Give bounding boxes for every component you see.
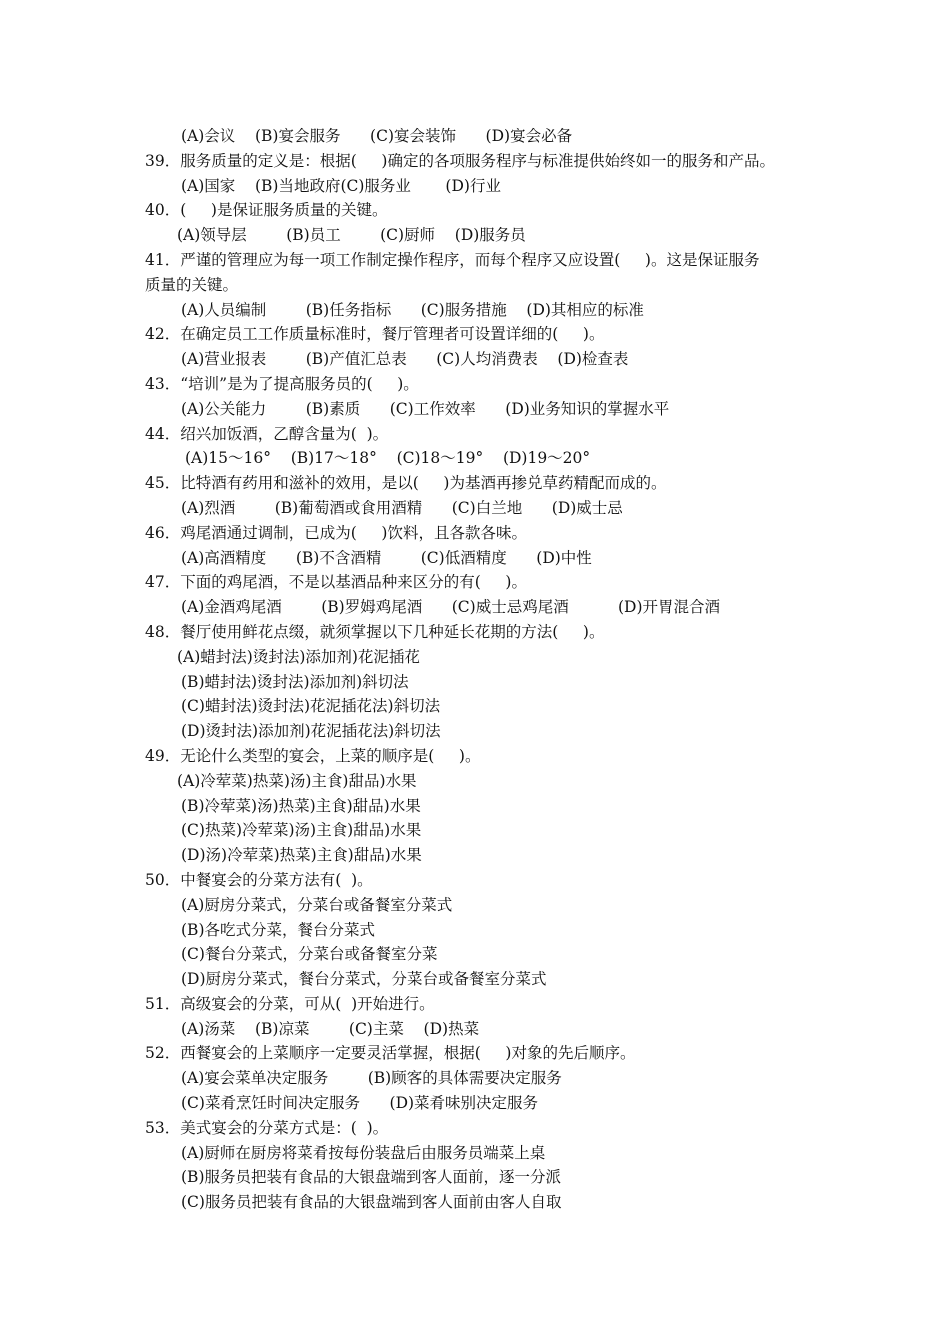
option-line: (D)汤)冷荤菜)热菜)主食)甜品)水果 bbox=[181, 846, 422, 865]
question-line: 46．鸡尾酒通过调制，已成为( )饮料，且各款各味。 bbox=[145, 523, 527, 542]
option-line: (D)厨房分菜式，餐台分菜式，分菜台或备餐室分菜式 bbox=[181, 970, 547, 989]
option-line: (C)蜡封法)烫封法)花泥插花法)斜切法 bbox=[181, 697, 441, 716]
option-line: (C)热菜)冷荤菜)汤)主食)甜品)水果 bbox=[181, 821, 422, 840]
option-line: (A)厨房分菜式，分菜台或备餐室分菜式 bbox=[181, 895, 453, 914]
option-line: (A)冷荤菜)热菜)汤)主食)甜品)水果 bbox=[177, 771, 417, 790]
question-continuation-line: 质量的关键。 bbox=[145, 275, 239, 294]
question-line: 40．( )是保证服务质量的关键。 bbox=[145, 201, 388, 220]
option-line: (B)服务员把装有食品的大银盘端到客人面前，逐一分派 bbox=[181, 1168, 561, 1187]
option-line: (B)各吃式分菜，餐台分菜式 bbox=[181, 920, 375, 939]
option-line: (A)蜡封法)烫封法)添加剂)花泥插花 bbox=[177, 647, 420, 666]
option-line: (A)厨师在厨房将菜肴按每份装盘后由服务员端菜上桌 bbox=[181, 1143, 546, 1162]
option-line: (A)金酒鸡尾酒 (B)罗姆鸡尾酒 (C)威士忌鸡尾酒 (D)开胃混合酒 bbox=[181, 598, 720, 617]
exam-questions-text bbox=[145, 124, 825, 1215]
question-line: 47．下面的鸡尾酒，不是以基酒品种来区分的有( )。 bbox=[145, 573, 527, 592]
option-line: (A)15～16° (B)17～18° (C)18～19° (D)19～20° bbox=[185, 449, 591, 468]
option-line: (C)服务员把装有食品的大银盘端到客人面前由客人自取 bbox=[181, 1193, 562, 1212]
option-line: (B)冷荤菜)汤)热菜)主食)甜品)水果 bbox=[181, 796, 421, 815]
option-line: (B)蜡封法)烫封法)添加剂)斜切法 bbox=[181, 672, 409, 691]
option-line: (A)宴会菜单决定服务 (B)顾客的具体需要决定服务 bbox=[181, 1069, 562, 1088]
option-line: (C)餐台分菜式，分菜台或备餐室分菜 bbox=[181, 945, 438, 964]
option-line: (A)烈酒 (B)葡萄酒或食用酒精 (C)白兰地 (D)威士忌 bbox=[181, 498, 623, 517]
question-line: 41．严谨的管理应为每一项工作制定操作程序，而每个程序又应设置( )。这是保证服务 bbox=[145, 250, 760, 269]
option-line: (A)营业报表 (B)产值汇总表 (C)人均消费表 (D)检查表 bbox=[181, 350, 629, 369]
question-line: 48．餐厅使用鲜花点缀，就须掌握以下几种延长花期的方法( )。 bbox=[145, 622, 605, 641]
question-line: 53．美式宴会的分菜方式是：( )。 bbox=[145, 1118, 389, 1137]
option-line: (D)烫封法)添加剂)花泥插花法)斜切法 bbox=[181, 722, 441, 741]
question-line: 49．无论什么类型的宴会，上菜的顺序是( )。 bbox=[145, 746, 481, 765]
option-line: (A)国家 (B)当地政府(C)服务业 (D)行业 bbox=[181, 176, 501, 195]
option-line: (A)领导层 (B)员工 (C)厨师 (D)服务员 bbox=[177, 226, 526, 245]
question-line: 44．绍兴加饭酒，乙醇含量为( )。 bbox=[145, 424, 389, 443]
question-line: 51．高级宴会的分菜，可从( )开始进行。 bbox=[145, 994, 435, 1013]
option-line: (A)公关能力 (B)素质 (C)工作效率 (D)业务知识的掌握水平 bbox=[181, 399, 670, 418]
question-line: 50．中餐宴会的分菜方法有( )。 bbox=[145, 870, 373, 889]
question-line: 43．“培训”是为了提高服务员的( )。 bbox=[145, 374, 419, 393]
question-line: 45．比特酒有药用和滋补的效用，是以( )为基酒再掺兑草药精配而成的。 bbox=[145, 474, 667, 493]
option-line: (A)会议 (B)宴会服务 (C)宴会装饰 (D)宴会必备 bbox=[181, 127, 573, 145]
option-line: (A)人员编制 (B)任务指标 (C)服务措施 (D)其相应的标准 bbox=[181, 300, 644, 319]
option-line: (A)汤菜 (B)凉菜 (C)主菜 (D)热菜 bbox=[181, 1019, 480, 1038]
option-line: (A)高酒精度 (B)不含酒精 (C)低酒精度 (D)中性 bbox=[181, 548, 592, 567]
option-line: (C)菜肴烹饪时间决定服务 (D)菜肴味别决定服务 bbox=[181, 1094, 539, 1113]
question-line: 42．在确定员工工作质量标准时，餐厅管理者可设置详细的( )。 bbox=[145, 325, 605, 344]
question-line: 39．服务质量的定义是：根据( )确定的各项服务程序与标准提供始终如一的服务和产品。 bbox=[145, 151, 775, 170]
question-line: 52．西餐宴会的上菜顺序一定要灵活掌握，根据( )对象的先后顺序。 bbox=[145, 1044, 636, 1063]
